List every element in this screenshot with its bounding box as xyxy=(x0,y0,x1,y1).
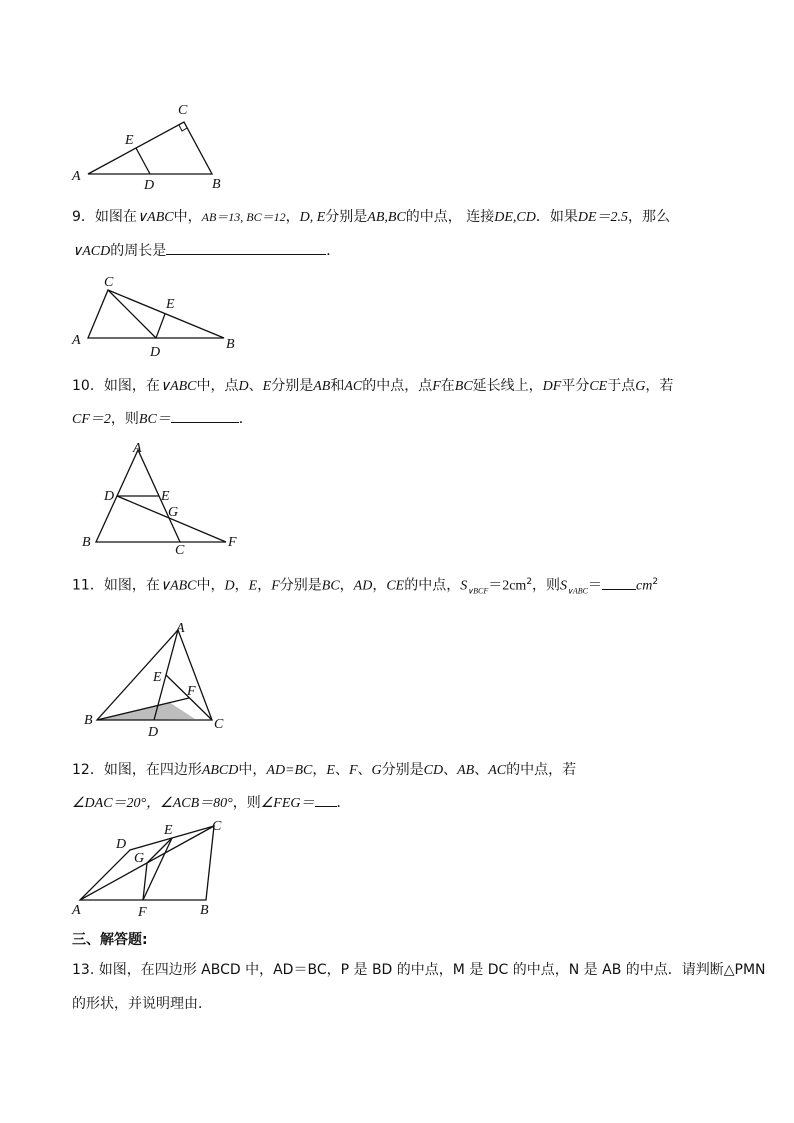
figure-q12 xyxy=(66,814,246,924)
q9-line2: ∨ACD的周长是 ． xyxy=(72,240,340,262)
q11-line: 11．如图，在∨ABC中，D，E，F分别是BC，AD，CE的中点，$S_{\vee BCF}=2cm^2$，则$S_{\vee ABC}= cm^2$ xyxy=(72,572,658,601)
label-c: C xyxy=(214,717,224,732)
q12-line1: 12．如图，在四边形ABCD中，AD=BC，E、F、G分别是CD、AB、AC的中点，若 xyxy=(72,762,577,778)
label-e: E xyxy=(161,489,170,504)
answer-blank xyxy=(602,575,636,590)
label-b: B xyxy=(212,177,221,192)
label-c: C xyxy=(178,103,188,118)
label-f: F xyxy=(138,905,147,920)
label-d: D xyxy=(144,178,155,193)
section-heading: 三、解答题: xyxy=(72,932,148,948)
label-b: B xyxy=(226,337,235,352)
q9-line1: 9．如图在∨ABC中，AB＝13, BC＝12，D, E分别是AB,BC的中点， 连接DE,CD．如果DE＝2.5，那么 xyxy=(72,209,671,225)
triangle-abc xyxy=(88,290,224,338)
answer-blank xyxy=(315,792,337,807)
segment-de xyxy=(156,314,165,338)
label-g: G xyxy=(134,851,145,866)
label-f: F xyxy=(228,535,237,550)
label-e: E xyxy=(164,823,173,838)
label-b: B xyxy=(82,535,91,550)
triangle-abc xyxy=(88,122,212,174)
segment-cd xyxy=(108,290,156,338)
answer-blank xyxy=(166,240,326,255)
figure-q10 xyxy=(78,438,258,558)
q13-line2: 的形状，并说明理由． xyxy=(72,996,212,1012)
label-c: C xyxy=(212,819,222,834)
label-f: F xyxy=(187,684,196,699)
label-d: D xyxy=(150,345,161,360)
q13-line1: 13. 如图，在四边形 ABCD 中，AD＝BC，P 是 BD 的中点，M 是 DC 的中点，N 是 AB 的中点．请判断△PMN xyxy=(72,962,766,978)
figure-q9 xyxy=(66,270,246,360)
label-c: C xyxy=(175,543,185,558)
label-e: E xyxy=(125,133,134,148)
label-d: D xyxy=(104,489,115,504)
label-a: A xyxy=(133,441,142,456)
q10-line2: CF＝2，则BC＝ ． xyxy=(72,408,253,430)
label-d: D xyxy=(116,837,127,852)
label-d: D xyxy=(148,725,159,740)
figure-q11 xyxy=(82,618,242,738)
segment-fe xyxy=(143,838,172,900)
label-a: A xyxy=(72,333,81,348)
label-b: B xyxy=(200,903,209,918)
label-c: C xyxy=(104,275,114,290)
label-g: G xyxy=(168,505,179,520)
label-a: A xyxy=(176,621,185,636)
figure-q8 xyxy=(60,96,240,196)
segment-de xyxy=(136,148,150,174)
shaded-triangle-bcf xyxy=(97,702,195,720)
label-e: E xyxy=(166,297,175,312)
label-a: A xyxy=(72,903,81,918)
q10-line1: 10．如图，在∨ABC中，点D、E分别是AB和AC的中点，点F在BC延长线上，DF平分CE于点G，若 xyxy=(72,378,674,394)
label-a: A xyxy=(72,169,81,184)
answer-blank xyxy=(171,408,239,423)
label-b: B xyxy=(84,713,93,728)
q12-line2: ∠DAC＝20°，∠ACB＝80°，则∠FEG＝ ． xyxy=(72,792,351,814)
label-e: E xyxy=(153,670,162,685)
